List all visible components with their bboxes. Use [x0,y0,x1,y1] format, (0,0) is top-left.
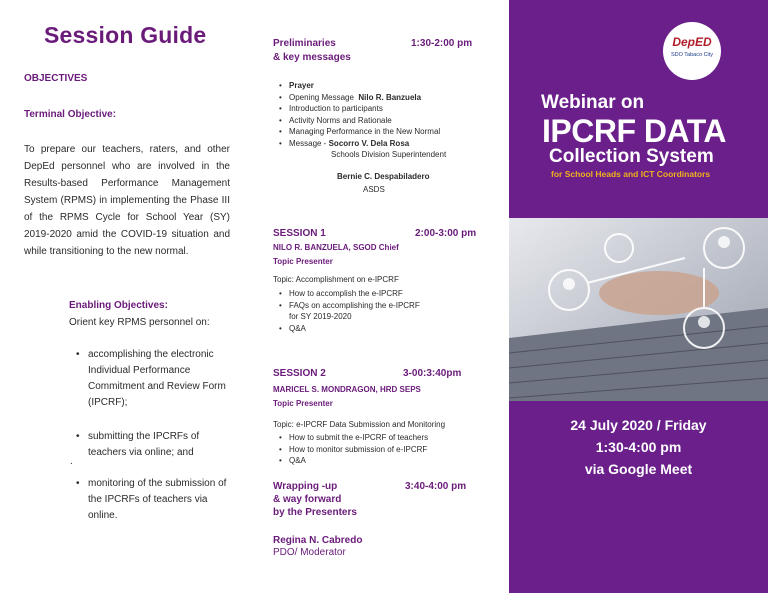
bullet-icon: • [279,300,282,310]
enabling-objectives-intro: Orient key RPMS personnel on: [69,317,210,328]
preliminaries-list [279,80,499,149]
message-speaker: Socorro V. Dela Rosa [328,138,410,148]
laptop-network-illustration [509,218,768,401]
audience-text: for School Heads and ICT Coordinators [551,169,711,179]
preliminaries-title: Preliminaries [273,38,336,49]
deped-logo [663,22,721,80]
stray-dot: . [70,456,73,467]
enabling-objectives-heading: Enabling Objectives: [69,300,168,311]
wrapup-time: 3:40-4:00 pm [405,481,467,492]
bullet-icon: • [279,323,282,333]
session2-role: Topic Presenter [273,399,333,408]
enabling-item-text: submitting the IPCRFs of teachers via online; and [88,431,200,458]
wrapup-subtitle: & way forward [273,494,342,505]
bullet-icon: • [279,104,282,113]
logo-subtitle: SDO Tabaco City [670,52,714,58]
logo-wordmark: DepED [672,35,712,49]
bullet-icon: • [279,127,282,136]
bullet-icon: • [279,456,282,465]
list-item: • How to submit the e-IPCRF of teachers [279,433,429,442]
preliminaries-subtitle: & key messages [273,52,351,63]
bullet-icon: • [76,431,80,442]
session1-item-continuation: for SY 2019-2020 [289,312,352,321]
second-speaker: Bernie C. Despabiladero [337,172,430,181]
session1-presenter: NILO R. BANZUELA, SGOD Chief [273,243,399,252]
enabling-item [76,347,236,411]
bullet-icon: • [279,92,282,102]
session2-presenter: MARICEL S. MONDRAGON, HRD SEPS [273,385,421,394]
cover-panel [509,0,768,593]
enabling-item [76,429,236,461]
objectives-heading: OBJECTIVES [24,73,88,84]
enabling-item-text: accomplishing the electronic Individual Performance Commitment and Review Form (IPCRF); [88,349,226,408]
session2-label: SESSION 2 [273,368,326,379]
event-venue: via Google Meet [584,461,693,477]
event-date: 24 July 2020 / Friday [570,417,707,433]
list-item: • Q&A [279,456,306,465]
list-item: • Message - Socorro V. Dela Rosa [279,138,410,148]
bullet-icon: • [279,81,282,90]
bullet-icon: • [279,138,282,148]
session1-role: Topic Presenter [273,257,333,266]
list-item: • Q&A [279,323,306,333]
schedule-panel [255,0,508,593]
list-item: • How to monitor submission of e-IPCRF [279,444,428,454]
session2-topic: Topic: e-IPCRF Data Submission and Monitoring [273,420,446,429]
wrapup-presenters: by the Presenters [273,507,357,518]
page-title: Session Guide [44,22,207,48]
session1-label: SESSION 1 [273,228,326,239]
list-item: • FAQs on accomplishing the e-IPCRF for SY 2019-2020 [279,300,420,321]
second-speaker-role: ASDS [363,185,385,194]
list-item: • Opening Message Nilo R. Banzuela [279,92,422,102]
event-time: 1:30-4:00 pm [595,439,682,455]
enabling-item-text: monitoring of the submission of the IPCRFs of teachers via online. [88,478,227,521]
bullet-icon: • [76,349,80,360]
terminal-objective-text: To prepare our teachers, raters, and other DepEd personnel who are involved in the Results-based Performance Management System (RPMS) in implementing the Phase III of the RPMS Cycle for School Year (SY) 2019-2020 amid the COVID-19 situation and while transitioning to the new normal. [24,144,230,257]
bullet-icon: • [76,478,80,489]
message-speaker-role: Schools Division Superintendent [331,150,447,159]
bullet-icon: • [279,289,282,298]
enabling-item [76,476,236,524]
list-item: • Introduction to participants [279,104,383,113]
moderator-role: PDO/ Moderator [273,547,346,558]
session1-list [279,288,499,334]
preliminaries-time: 1:30-2:00 pm [411,38,473,49]
event-title: IPCRF DATA [542,113,727,149]
opening-speaker: Nilo R. Banzuela [358,92,422,102]
moderator-name: Regina N. Cabredo [273,535,363,546]
list-item: • Activity Norms and Rationale [279,115,392,125]
bullet-icon: • [279,433,282,442]
session1-topic: Topic: Accomplishment on e-IPCRF [273,275,399,284]
objectives-panel [0,0,255,593]
list-item: • Prayer [279,81,314,90]
bullet-icon: • [279,444,282,454]
webinar-heading: Webinar on [541,92,645,113]
wrapup-title: Wrapping -up [273,481,338,492]
session2-list [279,432,499,467]
list-item: • Managing Performance in the New Normal [279,127,441,136]
session1-time: 2:00-3:00 pm [415,228,477,239]
laptop-network-image [509,218,768,401]
session2-time: 3-00:3:40pm [403,368,462,379]
terminal-objective-heading: Terminal Objective: [24,109,117,120]
bullet-icon: • [279,115,282,125]
list-item: • How to accomplish the e-IPCRF [279,289,403,298]
event-title-line2: Collection System [549,146,714,167]
